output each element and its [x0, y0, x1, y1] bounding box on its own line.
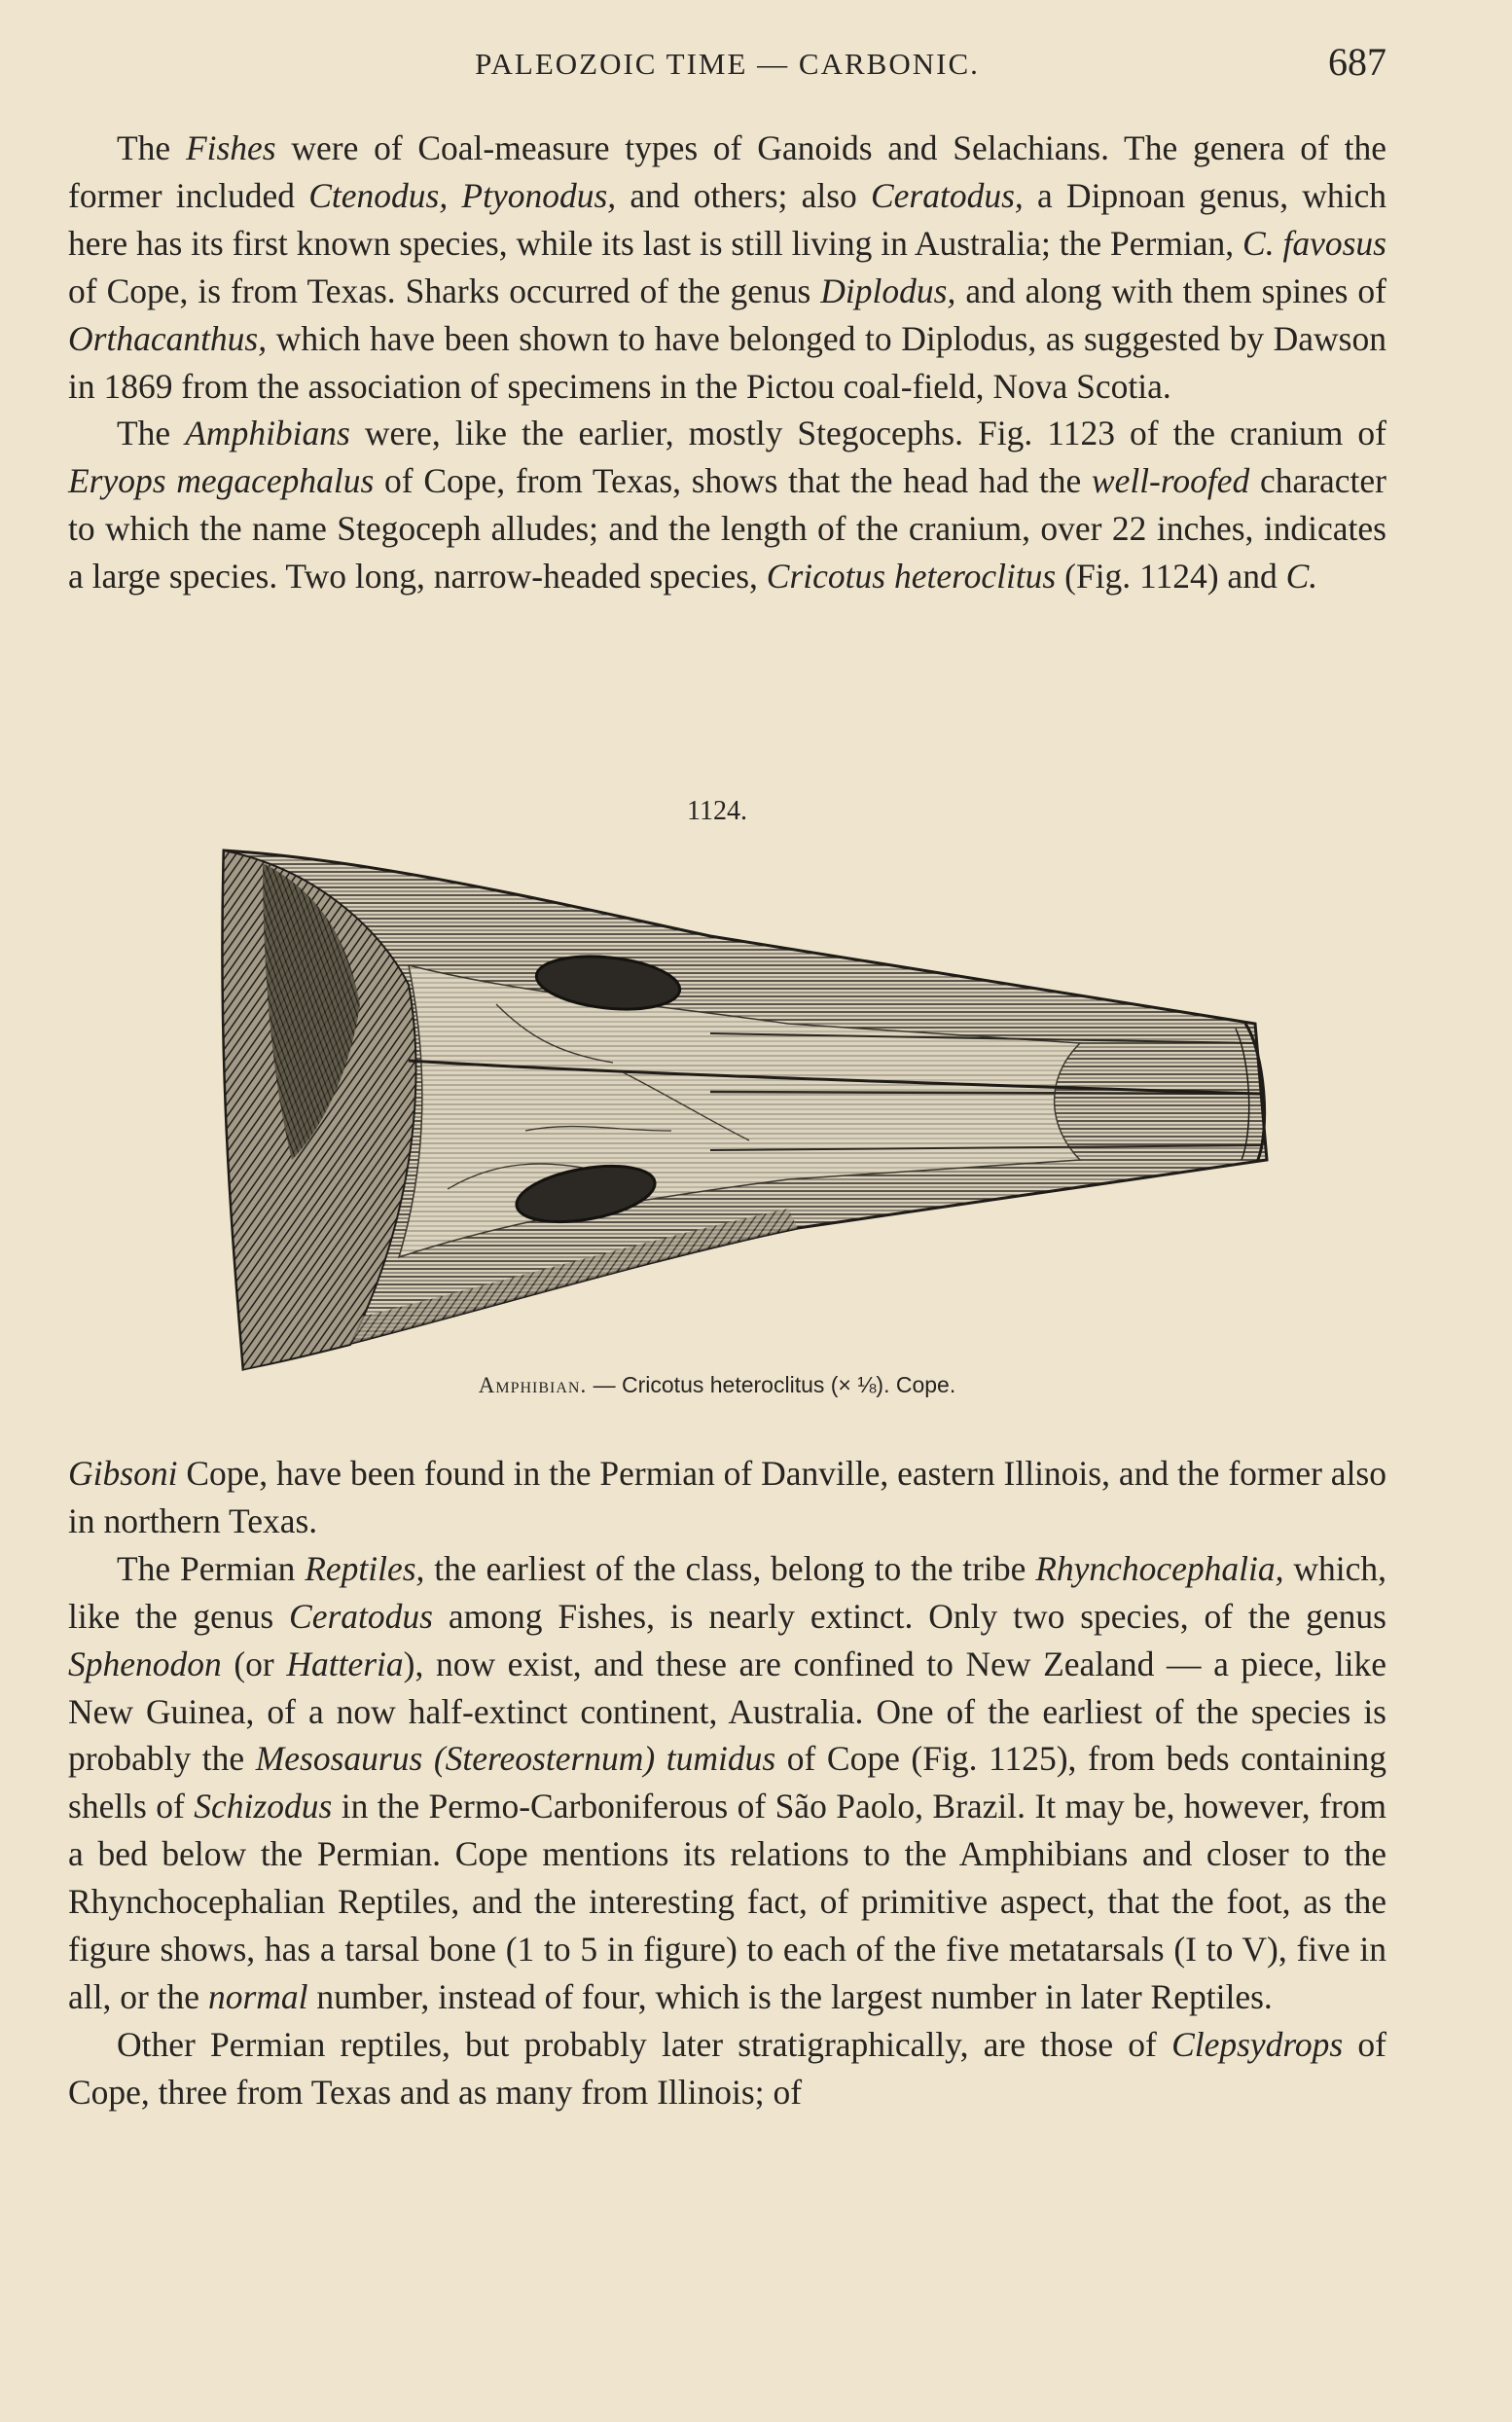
text-run: were of Coal-measure types of Ganoids and Selachians. The genera of the former included	[68, 128, 1386, 215]
text-run: of Cope (Fig. 1125), from beds containing shells of	[68, 1739, 1387, 1826]
caption-label: Amphibian.	[478, 1373, 588, 1397]
text-run: of Cope, from Texas, shows that the head had the	[374, 461, 1092, 501]
text-run: number, instead of four, which is the largest number in later Reptiles.	[307, 1976, 1273, 2016]
cricotus-skull-illustration	[204, 839, 1273, 1374]
italic-term: Diplodus,	[820, 271, 956, 310]
figure-caption	[0, 1372, 1434, 1398]
text-run: of Cope, is from Texas. Sharks occurred of the genus	[68, 271, 821, 310]
italic-term: Orthacanthus,	[68, 318, 268, 358]
italic-term: Mesosaurus (Stereosternum) tumidus	[255, 1739, 776, 1779]
italic-term: Gibsoni	[68, 1454, 178, 1493]
italic-term: Hatteria	[286, 1644, 404, 1683]
skull-body	[223, 850, 1267, 1369]
italic-term: Amphibians	[185, 414, 350, 453]
text-block-top	[68, 125, 1386, 600]
italic-term: normal	[207, 1976, 308, 2016]
paragraph-continuation	[68, 1450, 1386, 1545]
italic-term: well-roofed	[1091, 461, 1250, 501]
text-block-bottom	[68, 1450, 1386, 2116]
italic-term: Ctenodus, Ptyonodus,	[308, 175, 617, 215]
text-run: a Dipnoan genus, which here has its first known species, while its last is still living in Australia; the Permian,	[68, 175, 1387, 263]
text-run: and others; also	[616, 175, 871, 215]
italic-term: Ceratodus	[289, 1596, 433, 1636]
text-run: of Cope, three from Texas and as many from Illinois; of	[68, 2024, 1387, 2112]
text-run: the earliest of the class, belong to the tribe	[424, 1548, 1036, 1588]
figure-number: 1124.	[687, 796, 747, 826]
italic-term: Clepsydrops	[1171, 2024, 1344, 2064]
text-run: ), now exist, and these are confined to New Zealand — a piece, like New Guinea, of a now half-extinct continent, Australia. One of the earliest of the species is probably the	[68, 1644, 1386, 1779]
italic-term: Rhynchocephalia,	[1035, 1548, 1284, 1588]
text-run: Other Permian reptiles, but probably later stratigraphically, are those of	[117, 2024, 1172, 2064]
italic-term: C. favosus	[1242, 223, 1386, 263]
italic-term: Schizodus	[194, 1787, 333, 1826]
text-run: (Fig. 1124) and	[1056, 557, 1286, 596]
italic-term: Eryops megacephalus	[68, 461, 375, 501]
text-run: (or	[221, 1644, 287, 1683]
text-run: Cope, have been found in the Permian of Danville, eastern Illinois, and the former also in northern Texas.	[68, 1454, 1386, 1540]
text-run: character to which the name Stegoceph alludes; and the length of the cranium, over 22 inches, indicates a large species. Two long, narrow-headed species,	[68, 461, 1386, 596]
running-head: PALEOZOIC TIME — CARBONIC.	[475, 47, 980, 81]
text-run: in the Permo-Carboniferous of São Paolo, Brazil. It may be, however, from a bed below the Permian. Cope mentions its relations to the Amphibians and closer to the Rhynchocephalian Reptiles, and the interesting fact, of primitive aspect, that the foot, as the figure shows, has a tarsal bone (1 to 5 in figure) to each of the five metatarsals (I to V), five in all, or the	[68, 1787, 1387, 2016]
text-run: The Permian	[117, 1548, 306, 1588]
italic-term: Cricotus heteroclitus	[766, 557, 1057, 596]
page-number: 687	[1328, 40, 1386, 84]
text-run: The	[117, 414, 186, 453]
caption-text: — Cricotus heteroclitus (× ⅛). Cope.	[587, 1372, 956, 1397]
italic-term: Reptiles,	[305, 1548, 425, 1588]
italic-term: Ceratodus,	[870, 175, 1024, 215]
text-run: which have been shown to have belonged to Diplodus, as suggested by Dawson in 1869 from the association of specimens in the Pictou coal-field, Nova Scotia.	[68, 318, 1386, 406]
italic-term: Fishes	[185, 128, 276, 167]
text-run: were, like the earlier, mostly Stegocephs. Fig. 1123 of the cranium of	[349, 414, 1386, 453]
text-run: The	[117, 128, 186, 167]
text-run: which, like the genus	[68, 1548, 1386, 1636]
page-header	[68, 39, 1386, 88]
paragraph-fishes	[68, 125, 1386, 410]
paragraph-reptiles	[68, 1545, 1386, 2021]
text-run: among Fishes, is nearly extinct. Only two species, of the genus	[432, 1596, 1386, 1636]
italic-term: Sphenodon	[68, 1644, 222, 1683]
paragraph-other-permian	[68, 2021, 1386, 2116]
text-run: and along with them spines of	[955, 271, 1386, 310]
paragraph-amphibians	[68, 410, 1386, 600]
italic-term: C.	[1285, 557, 1318, 596]
